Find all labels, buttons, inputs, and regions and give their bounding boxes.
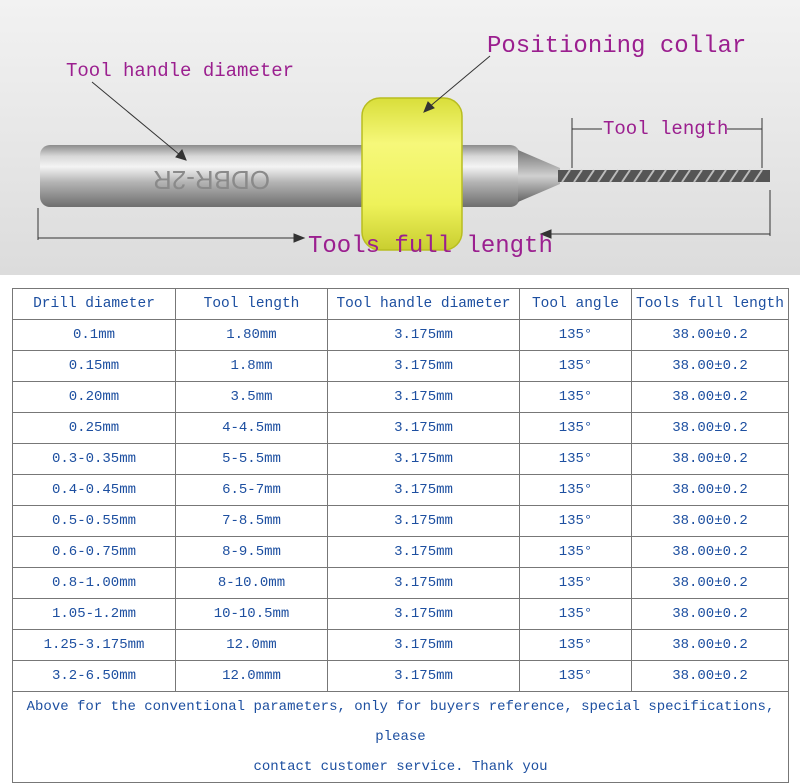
- cell-drill-diameter: 0.3-0.35mm: [13, 444, 176, 475]
- cell-full-length: 38.00±0.2: [632, 537, 789, 568]
- cell-drill-diameter: 0.5-0.55mm: [13, 506, 176, 537]
- cell-tool-angle: 135°: [520, 413, 632, 444]
- table-row: [13, 320, 789, 351]
- cell-drill-diameter: 0.4-0.45mm: [13, 475, 176, 506]
- cell-drill-diameter: 0.20mm: [13, 382, 176, 413]
- cell-handle-diameter: 3.175mm: [328, 506, 520, 537]
- cell-full-length: 38.00±0.2: [632, 475, 789, 506]
- table-note: [13, 692, 789, 783]
- cell-tool-length: 8-9.5mm: [176, 537, 328, 568]
- cell-drill-diameter: 3.2-6.50mm: [13, 661, 176, 692]
- callout-tool-length: Tool length: [603, 118, 729, 140]
- cell-handle-diameter: 3.175mm: [328, 568, 520, 599]
- table-row: [13, 506, 789, 537]
- table-row: [13, 661, 789, 692]
- header-tools-full-length: Tools full length: [632, 289, 789, 320]
- cell-full-length: 38.00±0.2: [632, 568, 789, 599]
- cell-full-length: 38.00±0.2: [632, 599, 789, 630]
- cell-full-length: 38.00±0.2: [632, 444, 789, 475]
- table-row: [13, 568, 789, 599]
- cell-handle-diameter: 3.175mm: [328, 661, 520, 692]
- cell-full-length: 38.00±0.2: [632, 506, 789, 537]
- table-row: [13, 599, 789, 630]
- cell-tool-length: 1.8mm: [176, 351, 328, 382]
- cell-tool-angle: 135°: [520, 444, 632, 475]
- cell-tool-angle: 135°: [520, 506, 632, 537]
- cell-tool-angle: 135°: [520, 475, 632, 506]
- table-row: [13, 630, 789, 661]
- cell-full-length: 38.00±0.2: [632, 661, 789, 692]
- cell-tool-length: 1.80mm: [176, 320, 328, 351]
- cell-tool-length: 8-10.0mm: [176, 568, 328, 599]
- table-header-row: [13, 289, 789, 320]
- cell-drill-diameter: 0.8-1.00mm: [13, 568, 176, 599]
- cell-tool-length: 3.5mm: [176, 382, 328, 413]
- cell-handle-diameter: 3.175mm: [328, 413, 520, 444]
- cell-full-length: 38.00±0.2: [632, 382, 789, 413]
- header-tool-angle: Tool angle: [520, 289, 632, 320]
- spec-table: [12, 288, 789, 783]
- cell-tool-angle: 135°: [520, 320, 632, 351]
- cell-tool-angle: 135°: [520, 661, 632, 692]
- cell-drill-diameter: 0.25mm: [13, 413, 176, 444]
- table-row: [13, 413, 789, 444]
- cell-drill-diameter: 1.25-3.175mm: [13, 630, 176, 661]
- shank-engraving: ODBR-2R: [152, 165, 270, 195]
- cell-full-length: 38.00±0.2: [632, 413, 789, 444]
- cell-tool-length: 12.0mm: [176, 630, 328, 661]
- cell-tool-length: 6.5-7mm: [176, 475, 328, 506]
- cell-tool-angle: 135°: [520, 382, 632, 413]
- cell-tool-length: 4-4.5mm: [176, 413, 328, 444]
- cell-handle-diameter: 3.175mm: [328, 599, 520, 630]
- note-line-2: contact customer service. Thank you: [253, 759, 548, 775]
- cell-handle-diameter: 3.175mm: [328, 351, 520, 382]
- cell-drill-diameter: 0.6-0.75mm: [13, 537, 176, 568]
- cell-tool-angle: 135°: [520, 568, 632, 599]
- cell-tool-length: 10-10.5mm: [176, 599, 328, 630]
- table-row: [13, 444, 789, 475]
- header-tool-length: Tool length: [176, 289, 328, 320]
- callout-tools-full-length: Tools full length: [308, 233, 553, 260]
- table-row: [13, 382, 789, 413]
- cell-tool-angle: 135°: [520, 351, 632, 382]
- cell-drill-diameter: 1.05-1.2mm: [13, 599, 176, 630]
- cell-full-length: 38.00±0.2: [632, 320, 789, 351]
- cell-handle-diameter: 3.175mm: [328, 630, 520, 661]
- cell-tool-length: 7-8.5mm: [176, 506, 328, 537]
- cell-full-length: 38.00±0.2: [632, 630, 789, 661]
- cell-handle-diameter: 3.175mm: [328, 382, 520, 413]
- cell-tool-angle: 135°: [520, 630, 632, 661]
- drill-bit-diagram: [0, 0, 800, 275]
- cell-tool-length: 5-5.5mm: [176, 444, 328, 475]
- positioning-collar: [362, 98, 462, 250]
- cell-drill-diameter: 0.1mm: [13, 320, 176, 351]
- callout-tool-handle-diameter: Tool handle diameter: [66, 60, 295, 82]
- header-drill-diameter: Drill diameter: [13, 289, 176, 320]
- cell-tool-angle: 135°: [520, 599, 632, 630]
- cell-tool-angle: 135°: [520, 537, 632, 568]
- cell-handle-diameter: 3.175mm: [328, 320, 520, 351]
- table-note-row: [13, 692, 789, 783]
- header-tool-handle-diameter: Tool handle diameter: [328, 289, 520, 320]
- callout-positioning-collar: Positioning collar: [487, 33, 747, 60]
- note-line-1: Above for the conventional parameters, only for buyers reference, special specifications, please: [26, 699, 775, 745]
- cell-tool-length: 12.0mmm: [176, 661, 328, 692]
- cell-drill-diameter: 0.15mm: [13, 351, 176, 382]
- table-row: [13, 475, 789, 506]
- cell-handle-diameter: 3.175mm: [328, 475, 520, 506]
- cell-handle-diameter: 3.175mm: [328, 537, 520, 568]
- table-row: [13, 351, 789, 382]
- cell-full-length: 38.00±0.2: [632, 351, 789, 382]
- cell-handle-diameter: 3.175mm: [328, 444, 520, 475]
- table-row: [13, 537, 789, 568]
